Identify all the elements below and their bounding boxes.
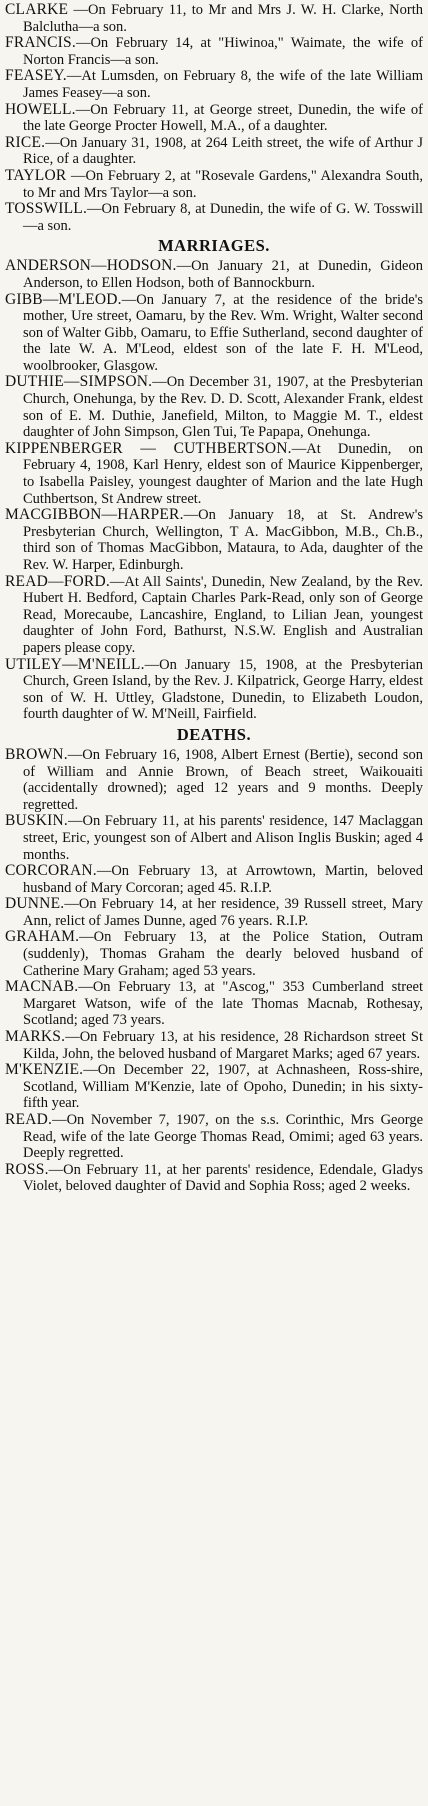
notice-name: BROWN. [5, 745, 68, 763]
notice-text: —On February 16, 1908, Albert Ernest (Bertie), second son of William and Annie Brown, of Beach street, Waikouaiti (accidentally drowned); aged 12 years and 9 months. Deeply regretted. [23, 746, 423, 813]
notice-text: —At All Saints', Dunedin, New Zealand, by the Rev. Hubert H. Bedford, Captain Charles Park-Read, only son of George Read, Morecaube, Lancashire, England, to Lilian Jean, youngest daughter of John Ford, Bathurst, N.S.W. English and Australian papers please copy. [23, 573, 423, 656]
death-notice [5, 1062, 423, 1112]
notice-name: CORCORAN. [5, 862, 97, 880]
marriage-notice [5, 292, 423, 375]
notice-name: READ—FORD. [5, 572, 110, 590]
notice-text: —At Lumsden, on February 8, the wife of the late William James Feasey—a son. [23, 68, 423, 101]
birth-notice [5, 102, 423, 135]
notice-name: FEASEY. [5, 67, 67, 85]
death-notice [5, 979, 423, 1029]
notice-text: —On January 21, at Dunedin, Gideon Anderson, to Ellen Hodson, both of Bannockburn. [23, 258, 423, 291]
notice-name: TOSSWILL. [5, 200, 88, 218]
notice-text: —On February 11, at George street, Dunedin, the wife of the late George Procter Howell, M.A., of a daughter. [23, 101, 423, 135]
marriage-notice [5, 657, 423, 723]
marriages-section [5, 258, 423, 723]
deaths-section [5, 747, 423, 1195]
birth-notice [5, 135, 423, 168]
notice-name: MACNAB. [5, 978, 79, 996]
notice-text: —On December 22, 1907, at Achnasheen, Ross-shire, Scotland, William M'Kenzie, late of Opoho, Dunedin; in his sixty-fifth year. [23, 1062, 423, 1112]
death-notice [5, 813, 423, 863]
notice-name: BUSKIN. [5, 812, 68, 830]
death-notice [5, 1029, 423, 1062]
death-notice [5, 929, 423, 979]
notice-name: CLARKE [5, 1, 69, 18]
births-section [5, 2, 423, 234]
notice-text: —On January 18, at St. Andrew's Presbyterian Church, Wellington, T A. MacGibbon, M.B., Ch.B., third son of Thomas MacGibbon, Mataura, to Ada, daughter of the Rev. W. Harper, Edinburgh. [23, 507, 423, 573]
death-notice [5, 1162, 423, 1195]
notice-name: UTILEY—M'NEILL. [5, 655, 145, 673]
notice-name: GRAHAM. [5, 928, 80, 946]
birth-notice [5, 168, 423, 201]
birth-notice [5, 68, 423, 101]
birth-notice [5, 2, 423, 35]
notice-name: FRANCIS. [5, 34, 76, 52]
notice-text: —On February 8, at Dunedin, the wife of G. W. Tosswill—a son. [23, 201, 423, 234]
marriage-notice [5, 258, 423, 291]
notice-name: TAYLOR [5, 166, 67, 184]
notice-name: RICE. [5, 133, 46, 151]
deaths-heading: DEATHS. [176, 724, 252, 744]
death-notice [5, 747, 423, 813]
marriages-heading: MARRIAGES. [158, 236, 270, 256]
notice-text: —On February 2, at "Rosevale Gardens," Alexandra South, to Mr and Mrs Taylor—a son. [23, 167, 423, 201]
notice-text: —On February 14, at her residence, 39 Russell street, Mary Ann, relict of James Dunne, aged 76 years. R.I.P. [23, 896, 423, 929]
notice-name: MACGIBBON—HARPER. [5, 506, 184, 524]
notice-text: —On January 7, at the residence of the bride's mother, Ure street, Oamaru, by the Rev. Wm. Wright, Walter second son of Walter Gibb, Oamaru, to Effie Sutherland, second daughter of the late W. A. M'Leod, eldest son of the late F. H. M'Leod, woolbrooker, Glasgow. [23, 291, 423, 374]
notice-name: ROSS. [5, 1160, 49, 1178]
death-notice [5, 1112, 423, 1162]
notice-text: —On February 13, at "Ascog," 353 Cumberland street Margaret Watson, wife of the late Thomas Macnab, Rothesay, Scotland; aged 73 years. [23, 979, 423, 1029]
notice-text: —On January 31, 1908, at 264 Leith street, the wife of Arthur J Rice, of a daughter. [23, 134, 423, 168]
marriage-notice [5, 441, 423, 507]
notice-name: HOWELL. [5, 100, 76, 118]
death-notice [5, 863, 423, 896]
notice-text: —On February 11, to Mr and Mrs J. W. H. Clarke, North Balclutha—a son. [23, 2, 423, 35]
notice-name: M'KENZIE. [5, 1061, 84, 1079]
notice-text: —On December 31, 1907, at the Presbyterian Church, Onehunga, by the Rev. D. D. Scott, Alexander Frank, eldest son of E. M. Duthie, Janefield, Milton, to Maggie M. T., eldest daughter of John Simpson, Glen Tui, Te Papapa, Onehunga. [23, 374, 423, 441]
death-notice [5, 896, 423, 929]
notice-text: —On February 13, at Arrowtown, Martin, beloved husband of Mary Corcoran; aged 45. R.I.P. [23, 863, 423, 896]
marriage-notice [5, 374, 423, 440]
marriage-notice [5, 507, 423, 573]
notice-name: MARKS. [5, 1028, 66, 1046]
notice-name: DUNNE. [5, 895, 65, 913]
marriage-notice [5, 574, 423, 657]
notice-text: —On November 7, 1907, on the s.s. Corinthic, Mrs George Read, wife of the late George Thomas Read, Omimi; aged 63 years. Deeply regretted. [23, 1112, 423, 1162]
notice-text: —On February 13, at his residence, 28 Richardson street St Kilda, John, the beloved husband of Margaret Marks; aged 67 years. [23, 1029, 423, 1062]
birth-notice [5, 201, 423, 234]
birth-notice [5, 35, 423, 68]
notice-text: —At Dunedin, on February 4, 1908, Karl Henry, eldest son of Maurice Kippenberger, to Isabella Paisley, youngest daughter of Marion and the late Hugh Cuthbertson, St Andrew street. [23, 440, 423, 507]
notice-name: DUTHIE—SIMPSON. [5, 373, 153, 391]
notice-name: READ. [5, 1111, 53, 1128]
notice-text: —On February 13, at the Police Station, Outram (suddenly), Thomas Graham the dearly beloved husband of Catherine Mary Graham; aged 53 years. [23, 929, 423, 979]
notice-text: —On February 11, at her parents' residence, Edendale, Gladys Violet, beloved daughter of David and Sophia Ross; aged 2 weeks. [23, 1161, 423, 1195]
notice-text: —On January 15, 1908, at the Presbyterian Church, Green Island, by the Rev. J. Kilpatrick, George Harry, eldest son of W. H. Uttley, Gladstone, Dunedin, to Elizabeth Loudon, fourth daughter of W. M'Neill, Fairfield. [23, 656, 423, 723]
notice-text: —On February 14, at "Hiwinoa," Waimate, the wife of Norton Francis—a son. [23, 35, 423, 68]
notice-name: KIPPENBERGER — CUTHBERTSON. [5, 439, 292, 457]
notice-text: —On February 11, at his parents' residence, 147 Maclaggan street, Eric, youngest son of Albert and Alison Inglis Buskin; aged 4 months. [23, 813, 423, 863]
notice-name: GIBB—M'LEOD. [5, 290, 122, 308]
notice-name: ANDERSON—HODSON. [5, 257, 177, 275]
